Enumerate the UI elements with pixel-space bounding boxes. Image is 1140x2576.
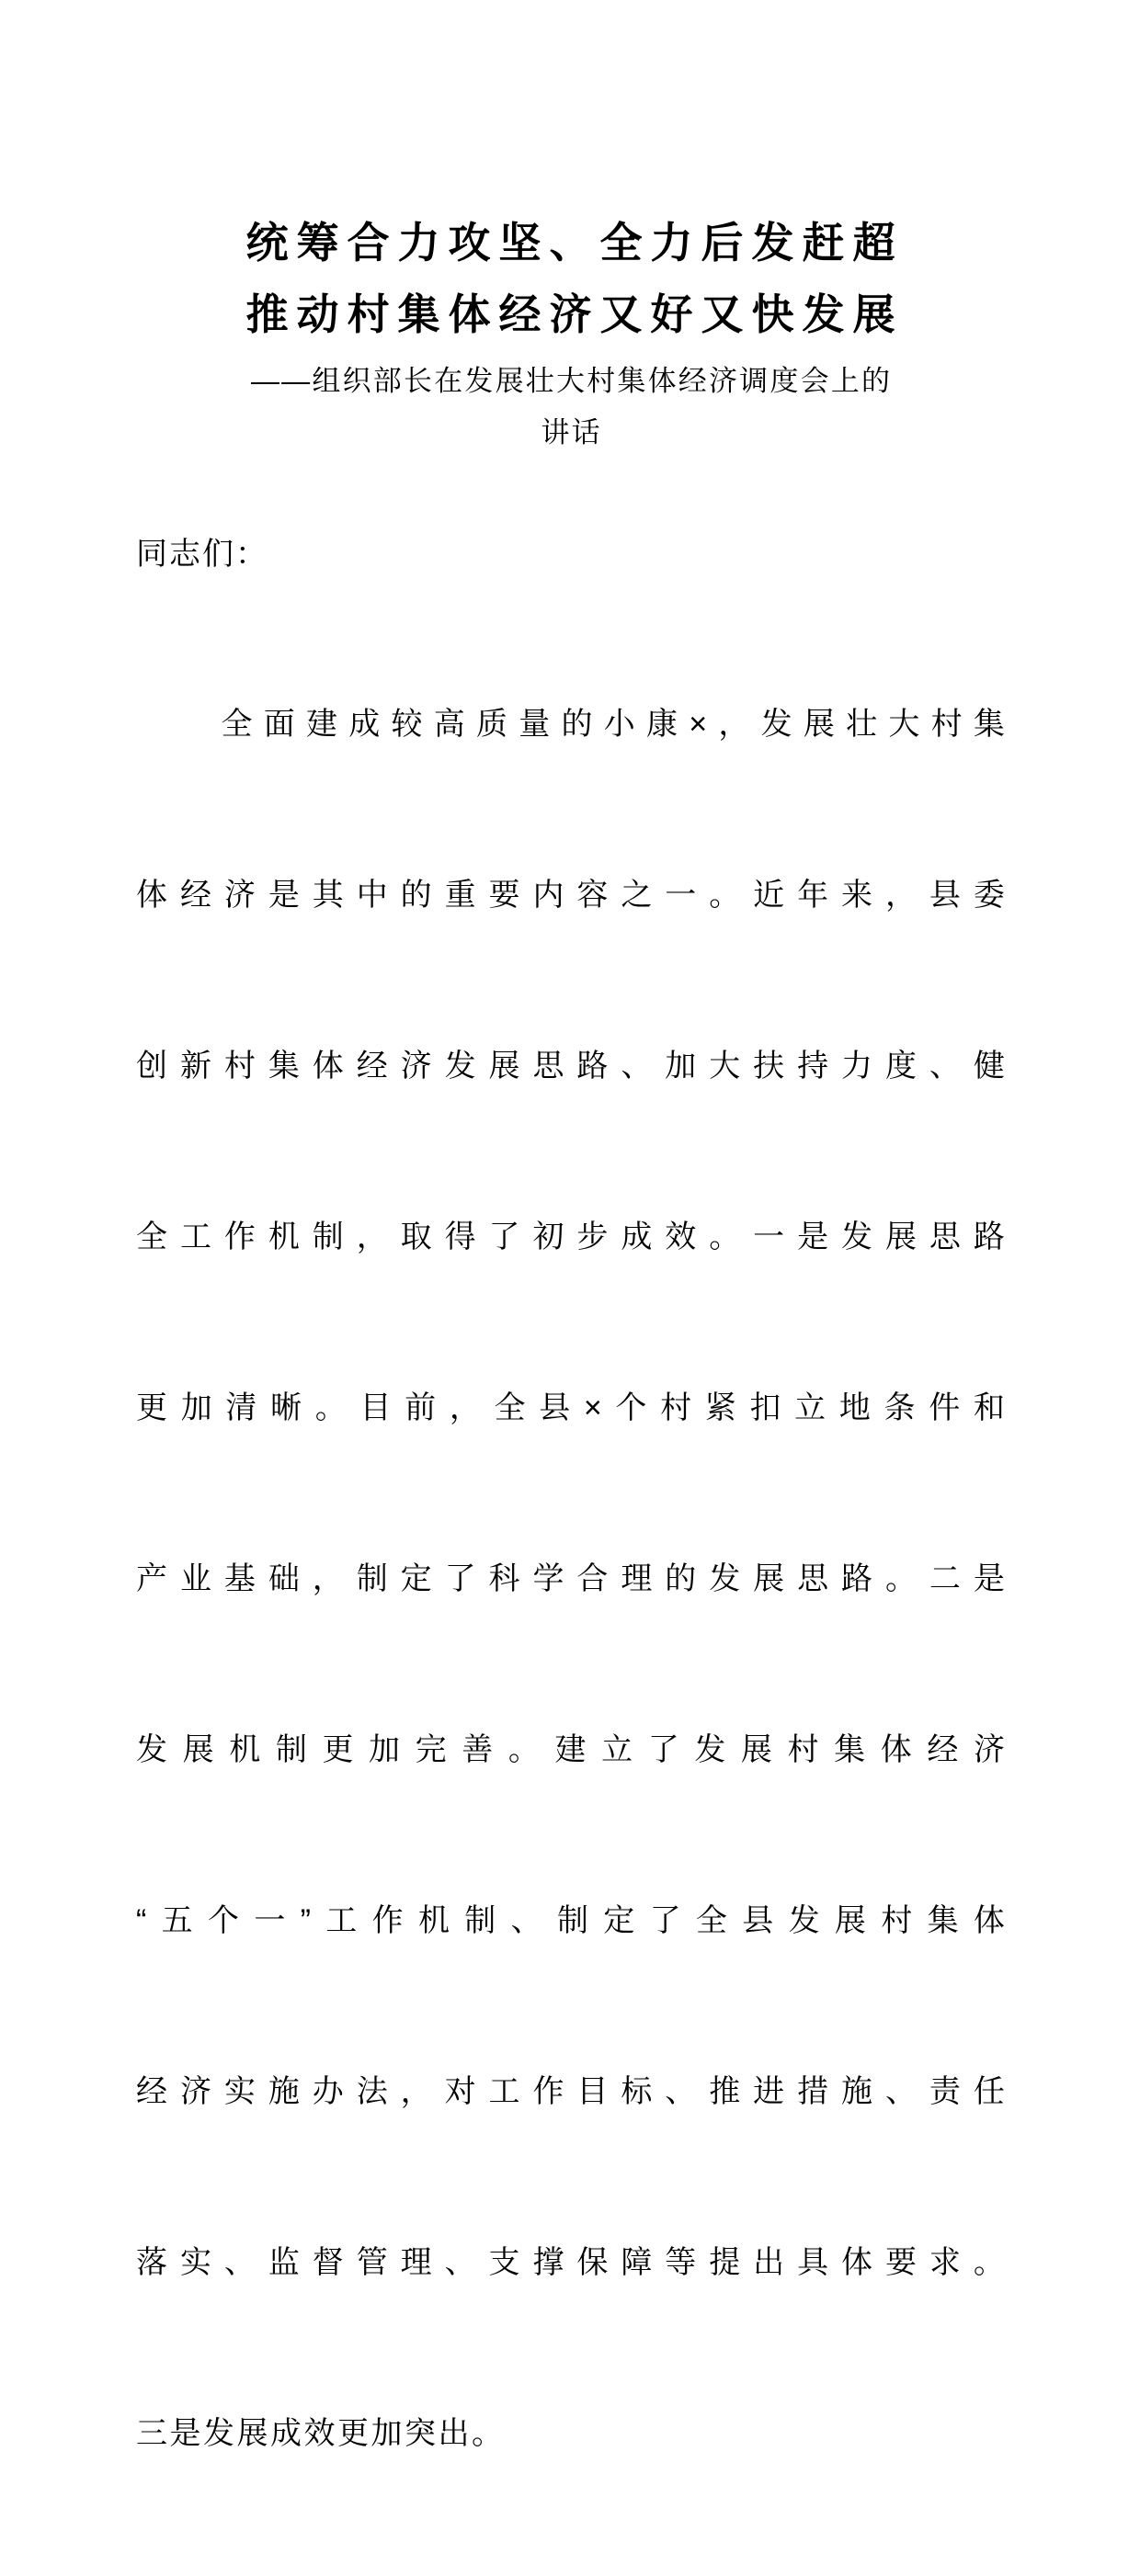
subtitle-line-2: 讲话 (541, 416, 602, 448)
salutation: 同志们： (136, 537, 268, 572)
paragraph-line: 经 济 实 施 办 法 ， 对 工 作 目 标 、 推 进 措 施 、 责 任 (136, 2074, 1005, 2109)
paragraph-line: 全 面 建 成 较 高 质 量 的 小 康 × ， 发 展 壮 大 村 集 (221, 707, 1005, 742)
paragraph-line: 三是发展成效更加突出。 (136, 2416, 506, 2451)
paragraph-line: 体 经 济 是 其 中 的 重 要 内 容 之 一 。 近 年 来 ， 县 委 (136, 878, 1005, 913)
paragraph-line: 发 展 机 制 更 加 完 善 。 建 立 了 发 展 村 集 体 经 济 (136, 1732, 1005, 1767)
document-body (136, 527, 1005, 2576)
subtitle-line-1: ——组织部长在发展壮大村集体经济调度会上的 (250, 365, 893, 397)
document-content (136, 207, 1005, 2576)
body-paragraph (136, 582, 1005, 2576)
paragraph-line: 创 新 村 集 体 经 济 发 展 思 路 、 加 大 扶 持 力 度 、 健 (136, 1049, 1005, 1084)
paragraph-line: 产 业 基 础 ， 制 定 了 科 学 合 理 的 发 展 思 路 。 二 是 (136, 1561, 1005, 1596)
document-subtitle (136, 356, 1005, 459)
document-title (136, 207, 1005, 350)
paragraph-line: 全 工 作 机 制 ， 取 得 了 初 步 成 效 。 一 是 发 展 思 路 (136, 1220, 1005, 1254)
title-line-2: 推动村集体经济又好又快发展 (245, 290, 904, 338)
title-line-1: 统筹合力攻坚、全力后发赶超 (245, 219, 904, 267)
paragraph-line: “ 五 个 一 ” 工 作 机 制 、 制 定 了 全 县 发 展 村 集 体 (136, 1903, 1005, 1938)
paragraph-line: 落 实 、 监 督 管 理 、 支 撑 保 障 等 提 出 具 体 要 求 。 (136, 2245, 1005, 2280)
paragraph-line: 更 加 清 晰 。 目 前 ， 全 县 × 个 村 紧 扣 立 地 条 件 和 (136, 1390, 1005, 1425)
